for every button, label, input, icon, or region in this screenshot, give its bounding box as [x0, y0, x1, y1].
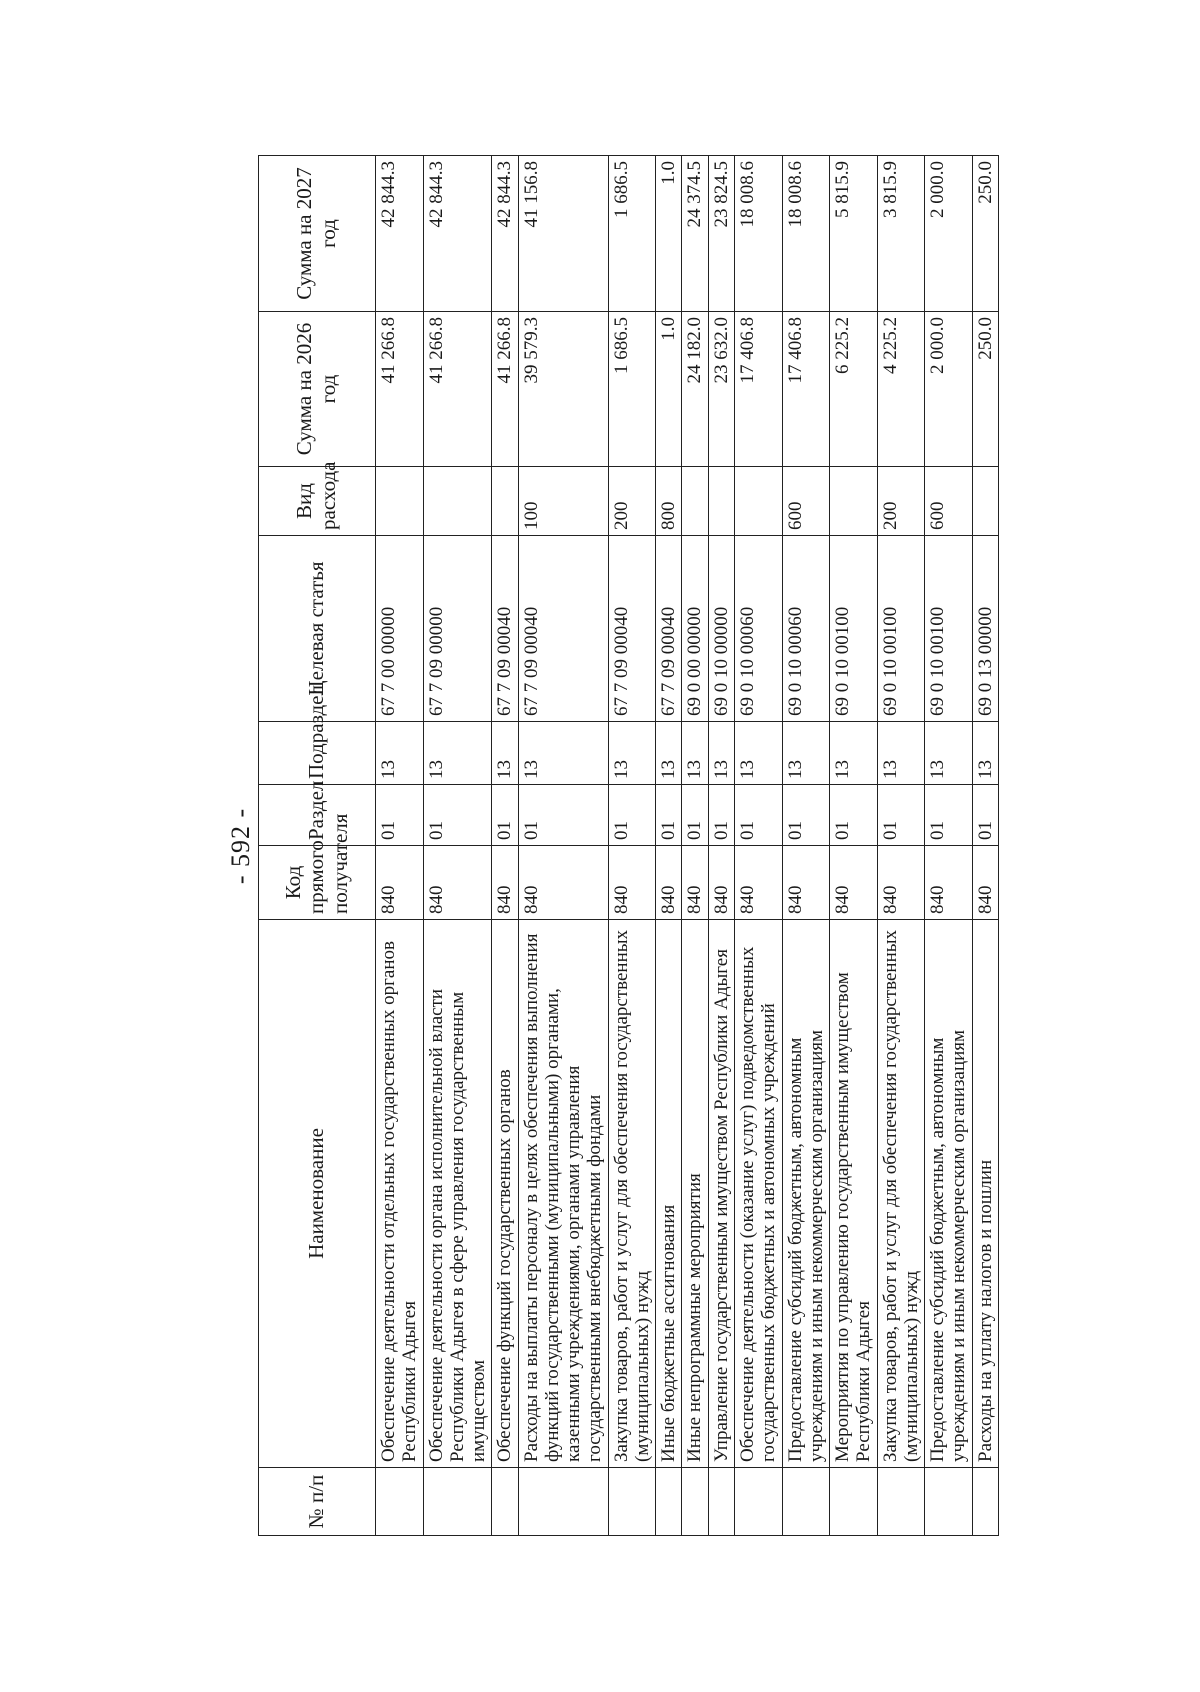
- cell-subsection: 13: [830, 722, 878, 785]
- cell-sum-2026: 6 225.2: [830, 312, 878, 467]
- cell-section: 01: [972, 785, 998, 846]
- cell-expense-type: [708, 467, 734, 536]
- table-row: [423, 156, 492, 1536]
- cell-section: 01: [518, 785, 608, 846]
- cell-sum-2026: 1 686.5: [608, 312, 656, 467]
- cell-target: 67 7 09 00040: [656, 536, 682, 722]
- cell-name: Закупка товаров, работ и услуг для обеспечения государственных (муниципальных) нужд: [877, 920, 925, 1468]
- rotated-page: [180, 156, 1020, 1536]
- cell-subsection: 13: [376, 722, 424, 785]
- cell-name: Управление государственным имуществом Республики Адыгея: [708, 920, 734, 1468]
- cell-expense-type: 600: [782, 467, 830, 536]
- cell-sum-2026: 250.0: [972, 312, 998, 467]
- table-body: [376, 156, 999, 1536]
- table-header-row: [259, 156, 376, 1536]
- cell-section: 01: [608, 785, 656, 846]
- header-section: Раздел: [259, 785, 376, 846]
- cell-expense-type: [830, 467, 878, 536]
- cell-sum-2027: 24 374.5: [682, 156, 708, 312]
- cell-expense-type: [682, 467, 708, 536]
- cell-sum-2027: 18 008.6: [734, 156, 782, 312]
- cell-name: Расходы на выплаты персоналу в целях обеспечения выполнения функций государственными (муниципальными) органами, казенными учреждениями, органами управления государственными внебюджетными фондами: [518, 920, 608, 1468]
- table-row: [734, 156, 782, 1536]
- cell-target: 69 0 10 00100: [925, 536, 973, 722]
- cell-section: 01: [656, 785, 682, 846]
- cell-section: 01: [830, 785, 878, 846]
- header-target: Целевая статья: [259, 536, 376, 722]
- cell-subsection: 13: [782, 722, 830, 785]
- cell-sum-2027: 42 844.3: [492, 156, 518, 312]
- cell-sum-2026: 41 266.8: [376, 312, 424, 467]
- table-row: [830, 156, 878, 1536]
- cell-subsection: 13: [656, 722, 682, 785]
- cell-num: [708, 1468, 734, 1536]
- cell-recipient: 840: [877, 846, 925, 920]
- cell-subsection: 13: [518, 722, 608, 785]
- page-number: - 592 -: [226, 807, 255, 885]
- cell-target: 69 0 00 00000: [682, 536, 708, 722]
- cell-section: 01: [782, 785, 830, 846]
- cell-expense-type: [492, 467, 518, 536]
- cell-recipient: 840: [423, 846, 492, 920]
- cell-num: [972, 1468, 998, 1536]
- cell-subsection: 13: [734, 722, 782, 785]
- cell-num: [656, 1468, 682, 1536]
- cell-recipient: 840: [708, 846, 734, 920]
- cell-section: 01: [708, 785, 734, 846]
- cell-target: 69 0 13 00000: [972, 536, 998, 722]
- cell-target: 67 7 09 00040: [608, 536, 656, 722]
- cell-target: 67 7 09 00040: [492, 536, 518, 722]
- cell-subsection: 13: [682, 722, 708, 785]
- cell-num: [492, 1468, 518, 1536]
- cell-name: Обеспечение деятельности (оказание услуг) подведомственных государственных бюджетных и автономных учреждений: [734, 920, 782, 1468]
- table-row: [656, 156, 682, 1536]
- cell-recipient: 840: [518, 846, 608, 920]
- cell-subsection: 13: [492, 722, 518, 785]
- cell-name: Иные бюджетные ассигнования: [656, 920, 682, 1468]
- cell-expense-type: [734, 467, 782, 536]
- cell-num: [518, 1468, 608, 1536]
- cell-num: [376, 1468, 424, 1536]
- cell-sum-2027: 5 815.9: [830, 156, 878, 312]
- cell-target: 67 7 09 00040: [518, 536, 608, 722]
- cell-expense-type: 600: [925, 467, 973, 536]
- cell-num: [682, 1468, 708, 1536]
- cell-section: 01: [877, 785, 925, 846]
- cell-num: [608, 1468, 656, 1536]
- cell-expense-type: [972, 467, 998, 536]
- cell-sum-2026: 39 579.3: [518, 312, 608, 467]
- cell-subsection: 13: [925, 722, 973, 785]
- cell-name: Закупка товаров, работ и услуг для обеспечения государственных (муниципальных) нужд: [608, 920, 656, 1468]
- cell-recipient: 840: [830, 846, 878, 920]
- cell-name: Мероприятия по управлению государственным имуществом Республики Адыгея: [830, 920, 878, 1468]
- cell-section: 01: [423, 785, 492, 846]
- cell-expense-type: [423, 467, 492, 536]
- cell-recipient: 840: [492, 846, 518, 920]
- table-row: [608, 156, 656, 1536]
- cell-sum-2027: 3 815.9: [877, 156, 925, 312]
- cell-num: [423, 1468, 492, 1536]
- cell-num: [925, 1468, 973, 1536]
- cell-sum-2026: 41 266.8: [423, 312, 492, 467]
- cell-recipient: 840: [925, 846, 973, 920]
- cell-num: [782, 1468, 830, 1536]
- cell-subsection: 13: [972, 722, 998, 785]
- cell-subsection: 13: [877, 722, 925, 785]
- cell-sum-2027: 42 844.3: [376, 156, 424, 312]
- cell-expense-type: 100: [518, 467, 608, 536]
- table-row: [708, 156, 734, 1536]
- table-row: [682, 156, 708, 1536]
- cell-section: 01: [682, 785, 708, 846]
- cell-expense-type: [376, 467, 424, 536]
- cell-sum-2026: 2 000.0: [925, 312, 973, 467]
- cell-name: Расходы на уплату налогов и пошлин: [972, 920, 998, 1468]
- cell-sum-2027: 41 156.8: [518, 156, 608, 312]
- table-row: [782, 156, 830, 1536]
- cell-expense-type: 200: [608, 467, 656, 536]
- cell-section: 01: [376, 785, 424, 846]
- header-name: Наименование: [259, 920, 376, 1468]
- cell-recipient: 840: [782, 846, 830, 920]
- cell-expense-type: 800: [656, 467, 682, 536]
- cell-target: 67 7 09 00000: [423, 536, 492, 722]
- cell-num: [877, 1468, 925, 1536]
- budget-table: [258, 155, 999, 1536]
- cell-target: 69 0 10 00000: [708, 536, 734, 722]
- cell-section: 01: [734, 785, 782, 846]
- cell-sum-2027: 250.0: [972, 156, 998, 312]
- cell-target: 69 0 10 00060: [734, 536, 782, 722]
- table-row: [972, 156, 998, 1536]
- cell-section: 01: [925, 785, 973, 846]
- header-num: № п/п: [259, 1468, 376, 1536]
- header-expense-type: Вид расхода: [259, 467, 376, 536]
- cell-target: 69 0 10 00060: [782, 536, 830, 722]
- cell-name: Обеспечение деятельности органа исполнительной власти Республики Адыгея в сфере управления государственным имуществом: [423, 920, 492, 1468]
- header-sum-2027: Сумма на 2027 год: [259, 156, 376, 312]
- table-row: [492, 156, 518, 1536]
- cell-section: 01: [492, 785, 518, 846]
- cell-sum-2026: 24 182.0: [682, 312, 708, 467]
- cell-sum-2027: 2 000.0: [925, 156, 973, 312]
- cell-target: 67 7 00 00000: [376, 536, 424, 722]
- cell-sum-2027: 18 008.6: [782, 156, 830, 312]
- cell-sum-2026: 1.0: [656, 312, 682, 467]
- cell-num: [830, 1468, 878, 1536]
- cell-recipient: 840: [376, 846, 424, 920]
- cell-num: [734, 1468, 782, 1536]
- cell-recipient: 840: [682, 846, 708, 920]
- cell-sum-2026: 17 406.8: [782, 312, 830, 467]
- cell-target: 69 0 10 00100: [877, 536, 925, 722]
- cell-subsection: 13: [608, 722, 656, 785]
- cell-sum-2027: 1 686.5: [608, 156, 656, 312]
- cell-sum-2027: 1.0: [656, 156, 682, 312]
- table-row: [925, 156, 973, 1536]
- cell-name: Предоставление субсидий бюджетным, автономным учреждениям и иным некоммерческим организациям: [925, 920, 973, 1468]
- cell-name: Иные непрограммные мероприятия: [682, 920, 708, 1468]
- cell-sum-2027: 23 824.5: [708, 156, 734, 312]
- header-recipient: Код прямого получателя: [259, 846, 376, 920]
- cell-sum-2026: 23 632.0: [708, 312, 734, 467]
- table-row: [376, 156, 424, 1536]
- cell-expense-type: 200: [877, 467, 925, 536]
- cell-name: Обеспечение деятельности отдельных государственных органов Республики Адыгея: [376, 920, 424, 1468]
- cell-target: 69 0 10 00100: [830, 536, 878, 722]
- header-sum-2026: Сумма на 2026 год: [259, 312, 376, 467]
- cell-subsection: 13: [708, 722, 734, 785]
- cell-recipient: 840: [972, 846, 998, 920]
- table-row: [877, 156, 925, 1536]
- cell-sum-2026: 4 225.2: [877, 312, 925, 467]
- cell-sum-2026: 41 266.8: [492, 312, 518, 467]
- cell-sum-2027: 42 844.3: [423, 156, 492, 312]
- cell-recipient: 840: [734, 846, 782, 920]
- cell-recipient: 840: [656, 846, 682, 920]
- table-row: [518, 156, 608, 1536]
- cell-subsection: 13: [423, 722, 492, 785]
- cell-sum-2026: 17 406.8: [734, 312, 782, 467]
- cell-recipient: 840: [608, 846, 656, 920]
- cell-name: Предоставление субсидий бюджетным, автономным учреждениям и иным некоммерческим организациям: [782, 920, 830, 1468]
- header-subsection: Подраздел: [259, 722, 376, 785]
- cell-name: Обеспечение функций государственных органов: [492, 920, 518, 1468]
